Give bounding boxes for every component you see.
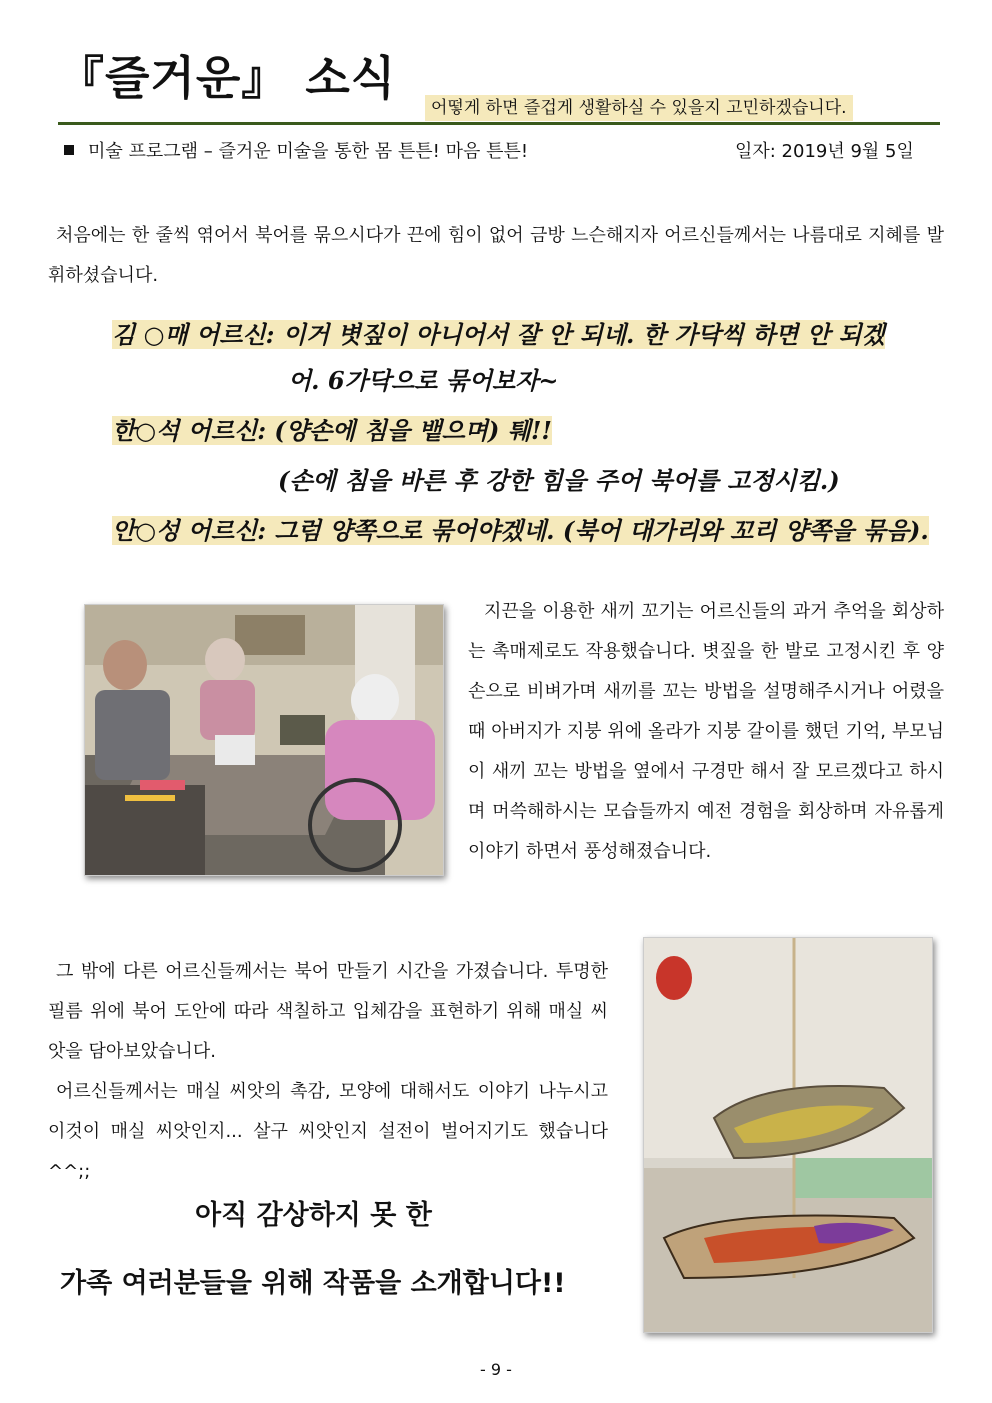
quote-an (112, 512, 929, 550)
quote-kim-line2: 어. 6가닥으로 묶어보자~ (288, 366, 559, 395)
square-bullet-icon (64, 145, 74, 155)
program-heading-text: 미술 프로그램 – 즐거운 미술을 통한 몸 튼튼! 마음 튼튼! (88, 141, 529, 162)
fish-craft-text-2: 어르신들께서는 매실 씨앗의 촉감, 모양에 대해서도 이야기 나누시고 이것이 매실 씨앗인지... 살구 씨앗인지 설전이 벌어지기도 했습니다^^;; (48, 1081, 608, 1182)
quote-an-line1: 안○성 어르신: 그럼 양쪽으로 묶어야겠네. (북어 대가리와 꼬리 양쪽을 묶음). (112, 516, 929, 545)
activity-photo-image (85, 605, 443, 875)
quote-kim-line1: 김 ○매 어르신: 이거 볏짚이 아니어서 잘 안 되네. 한 가닥씩 하면 안 되겠 (112, 320, 885, 349)
quote-han-line1: 한○석 어르신: (양손에 침을 뱉으며) 퉤!! (112, 416, 552, 445)
quote-han-action: (손에 침을 바른 후 강한 힘을 주어 북어를 고정시킴.) (278, 466, 840, 495)
activity-photo (84, 604, 444, 876)
title-divider (58, 122, 940, 125)
memory-paragraph: 지끈을 이용한 새끼 꼬기는 어르신들의 과거 추억을 회상하는 촉매제로도 작용했습니다. 볏짚을 한 발로 고정시킨 후 양손으로 비벼가며 새끼를 꼬는 방법을 설명해주시거나 어렸을 때 아버지가 지붕 위에 올라가 지붕 갈이를 했던 기억, 부모님이 새끼 꼬는 방법을 옆에서 구경만 해서 잘 모르겠다고 하시며 머쓱해하시는 모습들까지 예전 경험을 회상하며 자유롭게 이야기 하면서 풍성해졌습니다. (468, 601, 944, 862)
fish-artwork-image (644, 938, 932, 1332)
cta-line-2: 가족 여러분들을 위해 작품을 소개합니다!! (60, 1268, 566, 1299)
program-heading (64, 140, 528, 164)
intro-paragraph: 처음에는 한 줄씩 엮어서 북어를 묶으시다가 끈에 힘이 없어 금방 느슨해지자 어르신들께서는 나름대로 지혜를 발휘하셨습니다. (48, 225, 944, 286)
fish-artwork-photo (643, 937, 933, 1333)
event-date: 일자: 2019년 9월 5일 (735, 141, 914, 162)
newsletter-tagline: 어떻게 하면 즐겁게 생활하실 수 있을지 고민하겠습니다. (425, 95, 853, 121)
cta-line-1: 아직 감상하지 못 한 (195, 1200, 432, 1231)
fish-craft-text-1: 그 밖에 다른 어르신들께서는 북어 만들기 시간을 가졌습니다. 투명한 필름 위에 북어 도안에 따라 색칠하고 입체감을 표현하기 위해 매실 씨앗을 담아보았습니다. (48, 961, 608, 1062)
page-number: - 9 - (480, 1360, 512, 1379)
fish-craft-paragraph (48, 952, 608, 1192)
newsletter-title: 『즐거운』 소식 (58, 51, 397, 105)
quote-kim (112, 316, 885, 354)
quote-han (112, 412, 552, 450)
